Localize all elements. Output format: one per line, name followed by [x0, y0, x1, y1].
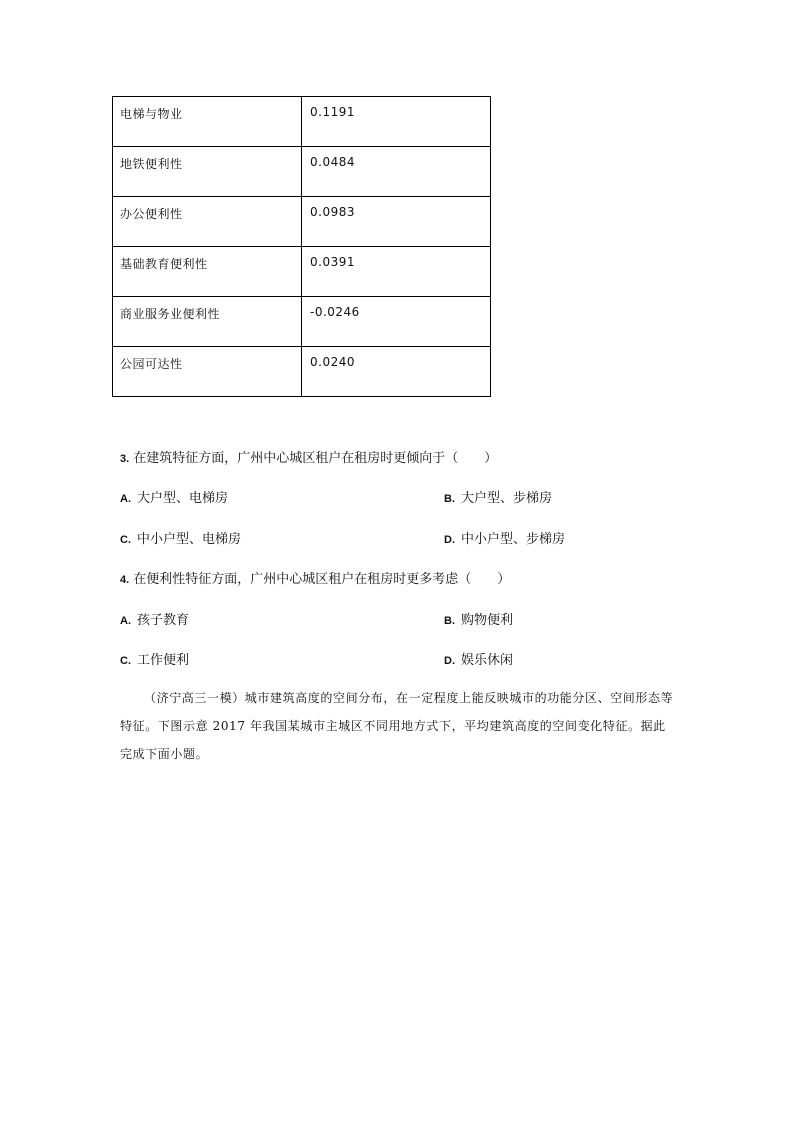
question-number: 4.: [120, 574, 130, 586]
option-letter: D.: [444, 655, 455, 667]
indicator-table: [112, 96, 491, 397]
option-text: 孩子教育: [137, 613, 190, 628]
table-row: [113, 197, 491, 247]
option-text: 娱乐休闲: [461, 653, 514, 668]
option-letter: D.: [444, 534, 455, 546]
option-letter: B.: [444, 493, 455, 505]
question-3: [120, 447, 497, 466]
option-3b[interactable]: [444, 487, 552, 506]
option-4c[interactable]: [120, 649, 189, 668]
table-cell-value: 0.0391: [302, 247, 491, 297]
option-letter: A.: [120, 493, 131, 505]
table-cell-value: 0.0484: [302, 147, 491, 197]
option-text: 中小户型、电梯房: [137, 532, 242, 547]
passage-paragraph: （济宁高三一模）城市建筑高度的空间分布，在一定程度上能反映城市的功能分区、空间形态等特征。下图示意 2017 年我国某城市主城区不同用地方式下，平均建筑高度的空间变化特征。据此完成下面小题。: [120, 691, 674, 761]
option-text: 购物便利: [461, 613, 514, 628]
option-3a[interactable]: [120, 487, 228, 506]
question-text: 在建筑特征方面，广州中心城区租户在租房时更倾向于（ ）: [133, 451, 498, 466]
table-cell-name: 基础教育便利性: [113, 247, 302, 297]
option-text: 大户型、步梯房: [461, 491, 553, 506]
table-cell-value: 0.0240: [302, 347, 491, 397]
table-cell-name: 商业服务业便利性: [113, 297, 302, 347]
table-row: [113, 297, 491, 347]
question-text: 在便利性特征方面，广州中心城区租户在租房时更多考虑（ ）: [133, 572, 511, 587]
question-number: 3.: [120, 453, 130, 465]
table-row: [113, 147, 491, 197]
table-row: [113, 347, 491, 397]
option-3c[interactable]: [120, 528, 241, 547]
option-text: 大户型、电梯房: [137, 491, 229, 506]
option-4a[interactable]: [120, 609, 189, 628]
option-text: 工作便利: [137, 653, 190, 668]
option-4d[interactable]: [444, 649, 513, 668]
option-3d[interactable]: [444, 528, 565, 547]
table-cell-name: 办公便利性: [113, 197, 302, 247]
table-cell-name: 公园可达性: [113, 347, 302, 397]
table-cell-value: 0.0983: [302, 197, 491, 247]
option-letter: A.: [120, 615, 131, 627]
option-4b[interactable]: [444, 609, 513, 628]
option-letter: B.: [444, 615, 455, 627]
option-letter: C.: [120, 534, 131, 546]
question-4: [120, 568, 510, 587]
table-cell-name: 电梯与物业: [113, 97, 302, 147]
table-row: [113, 97, 491, 147]
table-cell-value: -0.0246: [302, 297, 491, 347]
option-text: 中小户型、步梯房: [461, 532, 566, 547]
table-cell-name: 地铁便利性: [113, 147, 302, 197]
table-cell-value: 0.1191: [302, 97, 491, 147]
table-row: [113, 247, 491, 297]
option-letter: C.: [120, 655, 131, 667]
